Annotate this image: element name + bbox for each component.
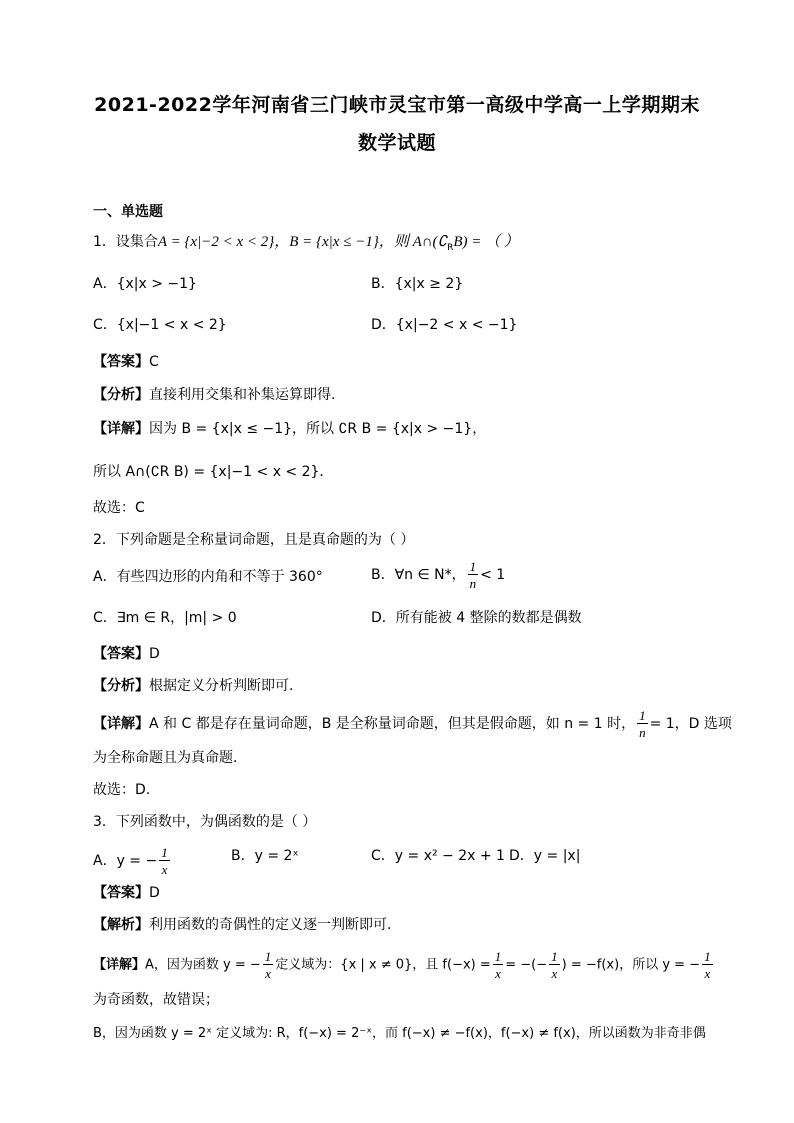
q2-option-b-fraction (468, 560, 479, 590)
q2-option-b-post: < 1 (480, 567, 506, 583)
q1-analysis-text: 直接利用交集和补集运算即得. (149, 387, 336, 403)
q2-analysis-text: 根据定义分析判断即可. (149, 678, 294, 694)
q1-option-b: B．{x|x ≥ 2} (371, 276, 464, 292)
q3-detail-a1: A，因为函数 y = − (145, 957, 261, 973)
document-title-line2: 数学试题 (357, 132, 436, 154)
q2-answer-label: 【答案】 (93, 646, 149, 662)
q3-detail-a2: 定义域为：{x | x ≠ 0}，且 f(−x) = (275, 957, 491, 973)
q3-option-c: C．y = x² − 2x + 1 (371, 848, 505, 864)
q1-detail-label: 【详解】 (93, 421, 149, 437)
q1-stem-math: A = {x|−2 < x < 2}，B = {x|x ≤ −1}，则 A∩(∁ (157, 234, 448, 250)
q1-stem-number: 1．设集合 (93, 234, 158, 250)
q3-detail-fraction-4 (702, 950, 713, 980)
q3-detail-label: 【详解】 (93, 957, 146, 973)
q2-option-a: A．有些四边形的内角和不等于 360° (93, 569, 323, 585)
fraction-numerator: 1 (551, 949, 558, 964)
q3-detail-a-end: 为奇函数，故错误； (93, 992, 219, 1008)
q2-detail-line2: 为全称命题且为真命题． (93, 750, 247, 766)
fraction-numerator: 1 (469, 559, 477, 574)
q1-option-d: D．{x|−2 < x < −1} (371, 317, 518, 333)
q3-detail-fraction-3 (549, 950, 560, 980)
q3-detail-a6: ) = −f(x)，所以 y = − (561, 957, 701, 973)
q2-option-b-pre: B．∀n ∈ N*， (371, 567, 466, 583)
q2-detail-post: = 1，D 选项 (649, 716, 732, 732)
fraction-denominator: x (704, 966, 711, 981)
q1-option-c: C．{x|−1 < x < 2} (93, 317, 227, 333)
q3-stem: 3．下列函数中，为偶函数的是（ ） (93, 814, 317, 830)
q2-detail-text: A 和 C 都是存在量词命题，B 是全称量词命题，但其是假命题，如 n = 1 时， (149, 716, 636, 732)
fraction-denominator: x (551, 966, 558, 981)
q1-choose: 故选：C (93, 500, 145, 516)
q1-detail-text: 因为 B = {x|x ≤ −1}，所以 ∁R B = {x|x > −1}， (149, 421, 487, 437)
q2-option-c: C．∃m ∈ R，|m| > 0 (93, 610, 237, 626)
q3-detail-fraction-2 (493, 950, 504, 980)
q2-stem: 2．下列命题是全称量词命题，且是真命题的为（ ） (93, 532, 415, 548)
q3-option-a (93, 846, 172, 876)
q1-stem-sub: R (447, 242, 454, 253)
q2-analysis-label: 【分析】 (93, 678, 149, 694)
q2-option-b (371, 560, 505, 590)
q3-detail-b: B，因为函数 y = 2ˣ 定义域为: R，f(−x) = 2⁻ˣ，而 f(−x) ≠ −f(x)，f(−x) ≠ f(x)，所以函数为非奇非偶 (93, 1026, 706, 1041)
q3-answer-value: D (149, 885, 160, 901)
q1-stem-math-end: B) = （ ） (453, 234, 519, 250)
q3-option-d: D．y = |x| (509, 848, 581, 864)
q1-stem (93, 232, 519, 258)
q3-option-b: B．y = 2ˣ (231, 848, 299, 864)
q1-detail-line2: 所以 A∩(∁R B) = {x|−1 < x < 2}． (93, 464, 334, 480)
q3-analysis (93, 915, 391, 935)
q3-answer-label: 【答案】 (93, 885, 149, 901)
q2-detail-label: 【详解】 (93, 716, 149, 732)
fraction-denominator: n (469, 576, 477, 591)
fraction-denominator: x (495, 966, 501, 981)
section-heading: 一、单选题 (93, 204, 163, 220)
q3-detail (93, 950, 715, 980)
q3-option-a-pre: A．y = − (93, 853, 158, 869)
q3-analysis-text: 利用函数的奇偶性的定义逐一判断即可. (149, 917, 392, 933)
fraction-numerator: 1 (264, 949, 272, 964)
q3-analysis-label: 【解析】 (93, 917, 149, 933)
q1-answer-label: 【答案】 (93, 354, 149, 370)
q3-answer (93, 883, 160, 903)
fraction-denominator: x (161, 862, 168, 877)
q3-option-a-fraction (159, 846, 170, 876)
q1-detail (93, 419, 486, 439)
q1-analysis (93, 385, 335, 405)
q2-answer-value: D (149, 646, 160, 662)
q3-detail-a4: = −(− (505, 957, 548, 973)
q3-detail-fraction-1 (263, 950, 274, 980)
q2-detail (93, 709, 732, 739)
fraction-numerator: 1 (494, 949, 502, 964)
fraction-denominator: n (639, 725, 646, 740)
q2-answer (93, 644, 160, 664)
fraction-numerator: 1 (161, 845, 168, 860)
q1-analysis-label: 【分析】 (93, 387, 149, 403)
q1-answer (93, 352, 159, 372)
q2-choose: 故选：D. (93, 782, 151, 798)
q1-option-a: A．{x|x > −1} (93, 276, 197, 292)
q2-option-d: D．所有能被 4 整除的数都是偶数 (371, 610, 582, 626)
q2-analysis (93, 676, 293, 696)
fraction-denominator: x (265, 966, 271, 981)
fraction-numerator: 1 (704, 949, 711, 964)
q2-detail-fraction (637, 709, 648, 739)
document-title-line1: 2021-2022学年河南省三门峡市灵宝市第一高级中学高一上学期期末 (94, 94, 700, 116)
fraction-numerator: 1 (639, 708, 646, 723)
q1-answer-value: C (149, 354, 159, 370)
